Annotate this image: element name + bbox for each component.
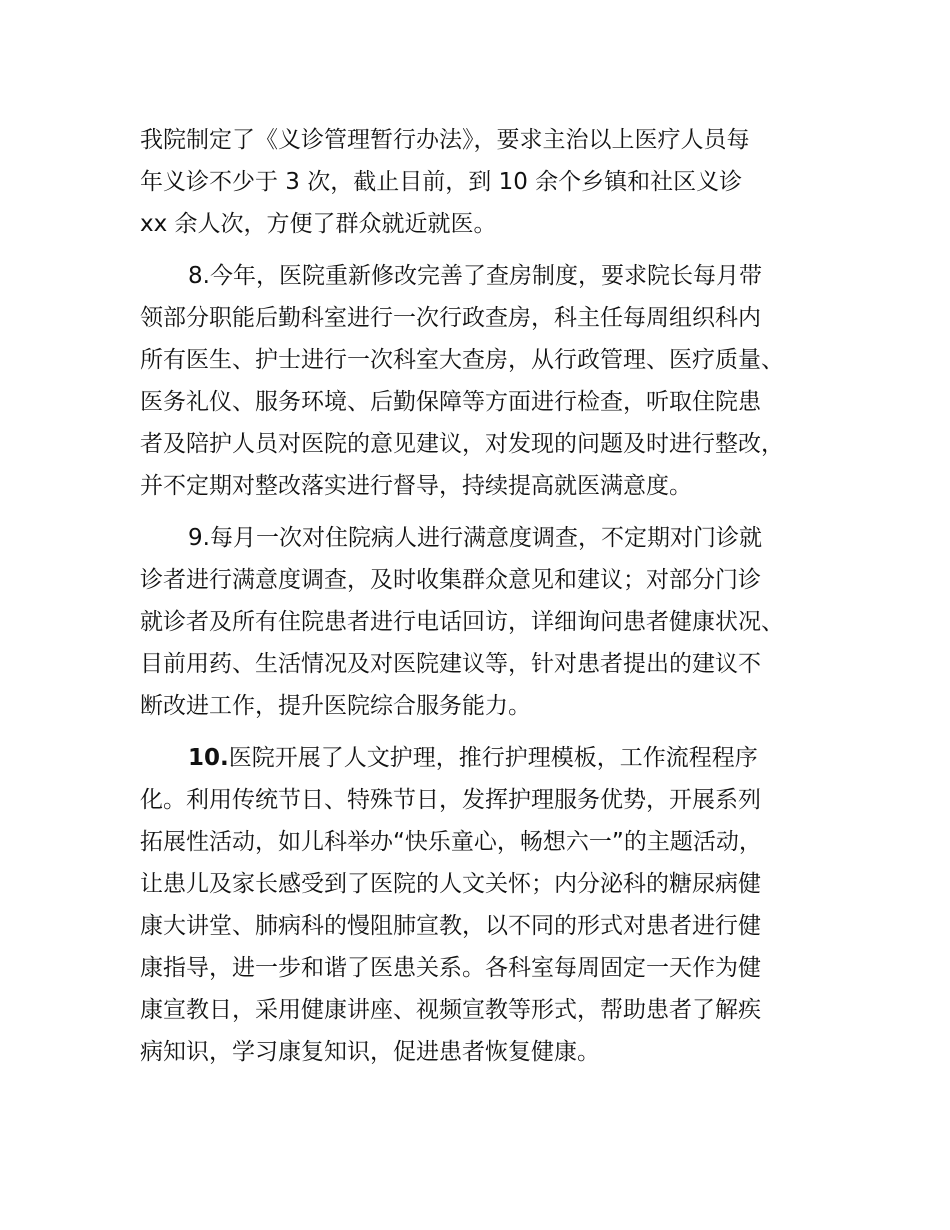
text-line: 9.每月一次对住院病人进行满意度调查，不定期对门诊就 bbox=[188, 525, 762, 551]
text-line: 目前用药、生活情况及对医院建议等，针对患者提出的建议不 bbox=[140, 651, 761, 677]
text-line: 化。利用传统节日、特殊节日，发挥护理服务优势，开展系列 bbox=[140, 787, 761, 813]
text-line: 我院制定了《义诊管理暂行办法》，要求主治以上医疗人员每 bbox=[140, 127, 750, 153]
text-line: xx 余人次，方便了群众就近就医。 bbox=[140, 211, 497, 237]
text-line: 断改进工作，提升医院综合服务能力。 bbox=[140, 693, 531, 719]
text-line: 拓展性活动，如儿科举办“快乐童心，畅想六一”的主题活动， bbox=[140, 829, 762, 855]
text-line: 医务礼仪、服务环境、后勤保障等方面进行检查，听取住院患 bbox=[140, 389, 761, 415]
paragraph-item-9 bbox=[140, 517, 840, 727]
paragraph-free-clinic bbox=[140, 119, 840, 245]
text-line: 康大讲堂、肺病科的慢阻肺宣教，以不同的形式对患者进行健 bbox=[140, 913, 761, 939]
paragraph-item-8 bbox=[140, 255, 840, 507]
text-line: 所有医生、护士进行一次科室大查房，从行政管理、医疗质量、 bbox=[140, 347, 784, 373]
text-line: 者及陪护人员对医院的意见建议，对发现的问题及时进行整改， bbox=[140, 431, 784, 457]
text-line: 年义诊不少于 3 次，截止目前，到 10 余个乡镇和社区义诊 bbox=[140, 169, 743, 195]
text-line: 病知识，学习康复知识，促进患者恢复健康。 bbox=[140, 1039, 600, 1065]
text-line: 就诊者及所有住院患者进行电话回访，详细询问患者健康状况、 bbox=[140, 609, 784, 635]
text-line: 并不定期对整改落实进行督导，持续提高就医满意度。 bbox=[140, 473, 692, 499]
text-line: 领部分职能后勤科室进行一次行政查房，科主任每周组织科内 bbox=[140, 305, 761, 331]
text-line: 康宣教日，采用健康讲座、视频宣教等形式，帮助患者了解疾 bbox=[140, 997, 761, 1023]
text-line: 康指导，进一步和谐了医患关系。各科室每周固定一天作为健 bbox=[140, 955, 761, 981]
text-line: 让患儿及家长感受到了医院的人文关怀；内分泌科的糖尿病健 bbox=[140, 871, 761, 897]
text-line: 8.今年，医院重新修改完善了查房制度，要求院长每月带 bbox=[188, 263, 762, 289]
text-line: 诊者进行满意度调查，及时收集群众意见和建议；对部分门诊 bbox=[140, 567, 761, 593]
paragraph-item-10 bbox=[140, 737, 840, 1073]
item-number: 10. bbox=[188, 745, 229, 771]
text-line bbox=[140, 737, 840, 779]
document-body bbox=[140, 119, 840, 1073]
text-line-rest: 医院开展了人文护理，推行护理模板，工作流程程序 bbox=[228, 745, 758, 771]
